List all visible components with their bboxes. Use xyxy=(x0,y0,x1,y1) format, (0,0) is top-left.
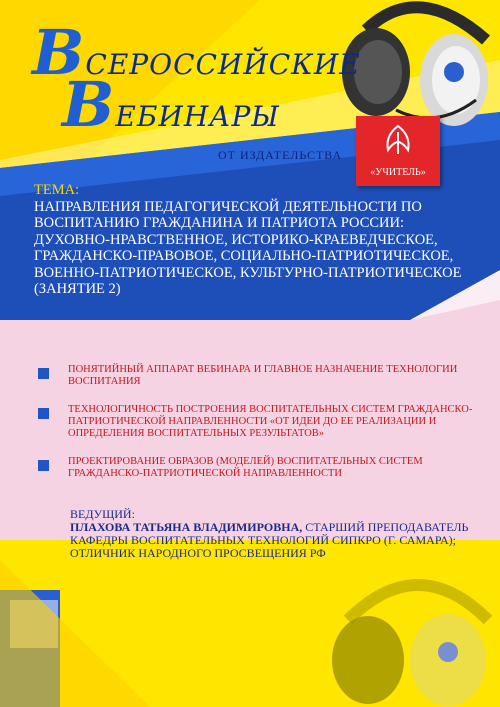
publisher-logo xyxy=(356,116,440,186)
lead-block xyxy=(70,508,490,560)
topic-text: НАПРАВЛЕНИЯ ПЕДАГОГИЧЕСКОЙ ДЕЯТЕЛЬНОСТИ ПО ВОСПИТАНИЮ ГРАЖДАНИНА И ПАТРИОТА РОССИИ: ДУХОВНО-НРАВСТВЕННОЕ, ИСТОРИКО-КРАЕВЕДЧЕСКОЕ, ГРАЖДАНСКО-ПРАВОВОЕ, СОЦИАЛЬНО-ПАТРИОТИЧЕСКОЕ, ВОЕННО-ПАТРИОТИЧЕСКОЕ, КУЛЬТУРНО-ПАТРИОТИЧЕСКОЕ (ЗАНЯТИЕ 2) xyxy=(34,198,462,297)
headset-image-bottom xyxy=(318,560,500,707)
lead-name: ПЛАХОВА ТАТЬЯНА ВЛАДИМИРОВНА, xyxy=(70,520,303,534)
bullet-square-icon xyxy=(38,368,49,379)
list-item xyxy=(38,404,478,440)
bullet-square-icon xyxy=(38,408,49,419)
title-line-2 xyxy=(62,68,280,141)
topic-label: ТЕМА: xyxy=(34,182,80,198)
lead-label: ВЕДУЩИЙ: xyxy=(70,507,135,521)
list-item xyxy=(38,364,478,388)
title-line-1-initial: В xyxy=(32,16,86,89)
list-item-text: ПРОЕКТИРОВАНИЕ ОБРАЗОВ (МОДЕЛЕЙ) ВОСПИТАТЕЛЬНЫХ СИСТЕМ ГРАЖДАНСКО-ПАТРИОТИЧЕСКОЙ НАПРАВЛЕННОСТИ xyxy=(68,456,423,479)
publisher-label: ОТ ИЗДАТЕЛЬСТВА xyxy=(218,148,343,162)
lead-details: СТАРШИЙ ПРЕПОДАВАТЕЛЬ КАФЕДРЫ ВОСПИТАТЕЛЬНЫХ ТЕХНОЛОГИЙ СИПКРО (Г. САМАРА); ОТЛИЧНИК НАРОДНОГО ПРОСВЕЩЕНИЯ РФ xyxy=(70,520,469,560)
title-line-2-rest: ЕБИНАРЫ xyxy=(115,100,280,133)
logo-text: «УЧИТЕЛЬ» xyxy=(370,167,426,178)
bullet-list xyxy=(38,364,478,496)
list-item-text: ПОНЯТИЙНЫЙ АППАРАТ ВЕБИНАРА И ГЛАВНОЕ НАЗНАЧЕНИЕ ТЕХНОЛОГИИ ВОСПИТАНИЯ xyxy=(68,364,458,387)
title-line-1-rest: СЕРОССИЙСКИЕ xyxy=(85,48,361,81)
list-item-text: ТЕХНОЛОГИЧНОСТЬ ПОСТРОЕНИЯ ВОСПИТАТЕЛЬНЫХ СИСТЕМ ГРАЖДАНСКО-ПАТРИОТИЧЕСКОЙ НАПРАВЛЕННОСТИ «ОТ ИДЕИ ДО ЕЕ РЕАЛИЗАЦИИ И ОПРЕДЕЛЕНИЯ ВОСПИТАТЕЛЬНЫХ РЕЗУЛЬТАТОВ» xyxy=(68,404,473,439)
title-line-2-initial: В xyxy=(62,68,116,141)
list-item xyxy=(38,456,478,480)
topic-block xyxy=(34,182,474,298)
bullet-square-icon xyxy=(38,460,49,471)
tulip-icon xyxy=(380,124,416,158)
